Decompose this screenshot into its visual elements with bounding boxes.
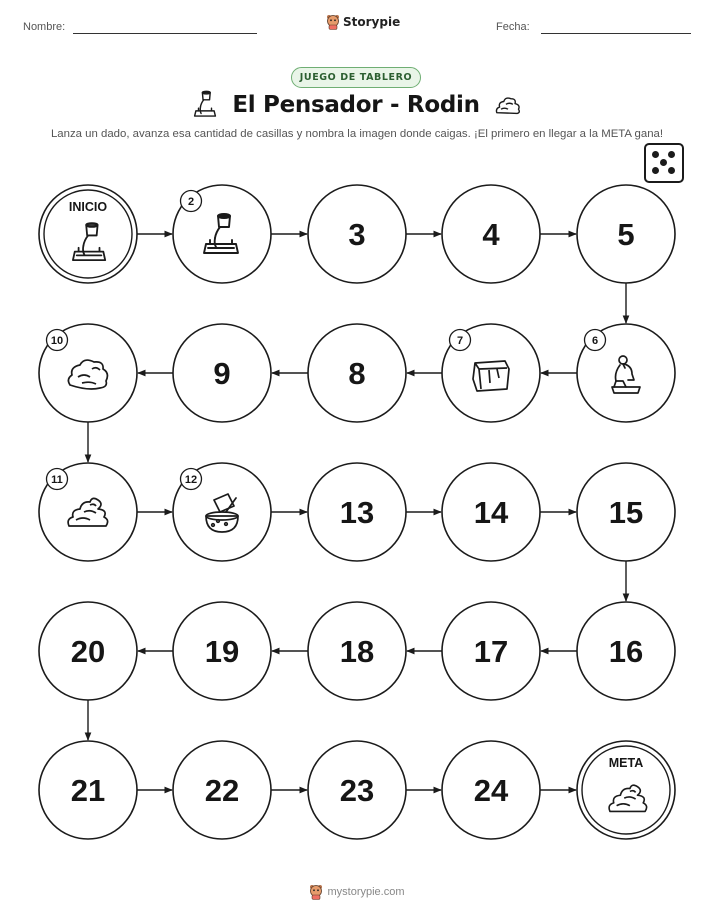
board-space[interactable] <box>39 324 137 422</box>
board-space[interactable] <box>577 602 675 700</box>
board-space[interactable] <box>39 602 137 700</box>
space-number: 9 <box>213 356 231 391</box>
board-space[interactable] <box>308 741 406 839</box>
space-number: 24 <box>473 773 509 808</box>
space-number: 8 <box>348 356 366 391</box>
board-space[interactable] <box>577 185 675 283</box>
page-title: El Pensador - Rodin <box>232 92 480 118</box>
footer-url[interactable]: mystorypie.com <box>327 886 405 898</box>
board-space[interactable] <box>577 463 675 561</box>
finish-label: META <box>608 756 644 770</box>
board-space[interactable] <box>173 324 271 422</box>
space-number: 4 <box>482 217 500 252</box>
game-type-badge: JUEGO DE TABLERO <box>291 67 421 88</box>
space-number: 5 <box>617 217 635 252</box>
finish-space[interactable] <box>577 741 675 839</box>
space-number: 18 <box>339 634 375 669</box>
board-space[interactable] <box>442 463 540 561</box>
storypie-mascot-icon <box>309 884 323 900</box>
board-space[interactable] <box>173 602 271 700</box>
space-number: 11 <box>51 474 63 486</box>
instructions: Lanza un dado, avanza esa cantidad de casillas y nombra la imagen donde caigas. ¡El primero en llegar a la META gana! <box>50 128 664 140</box>
space-number: 20 <box>70 634 106 669</box>
name-label: Nombre: <box>23 21 66 33</box>
board-space[interactable] <box>173 185 271 283</box>
space-number: 3 <box>348 217 366 252</box>
date-label: Fecha: <box>496 21 530 33</box>
brand-name: Storypie <box>343 15 401 29</box>
space-number: 17 <box>473 634 509 669</box>
space-number: 14 <box>473 495 509 530</box>
board-space[interactable] <box>39 463 137 561</box>
footer <box>0 884 714 900</box>
space-number: 10 <box>50 335 64 347</box>
space-number: 15 <box>608 495 644 530</box>
board-space[interactable] <box>173 463 271 561</box>
space-number: 21 <box>70 773 106 808</box>
space-number: 2 <box>187 196 195 208</box>
space-number: 19 <box>204 634 240 669</box>
board-space[interactable] <box>442 741 540 839</box>
board-space[interactable] <box>442 324 540 422</box>
space-number: 22 <box>204 773 240 808</box>
space-number: 23 <box>339 773 375 808</box>
board-space[interactable] <box>308 463 406 561</box>
board-space[interactable] <box>308 324 406 422</box>
space-number: 7 <box>456 335 464 347</box>
board-space[interactable] <box>308 602 406 700</box>
board-space[interactable] <box>39 741 137 839</box>
space-number: 16 <box>608 634 644 669</box>
space-number: 12 <box>184 474 198 486</box>
space-number: 6 <box>591 335 599 347</box>
board-space[interactable] <box>442 602 540 700</box>
board-space[interactable] <box>577 324 675 422</box>
space-number: 13 <box>339 495 375 530</box>
board-space[interactable] <box>442 185 540 283</box>
start-label: INICIO <box>68 200 108 214</box>
board-space[interactable] <box>173 741 271 839</box>
start-space[interactable] <box>39 185 137 283</box>
board-space[interactable] <box>308 185 406 283</box>
